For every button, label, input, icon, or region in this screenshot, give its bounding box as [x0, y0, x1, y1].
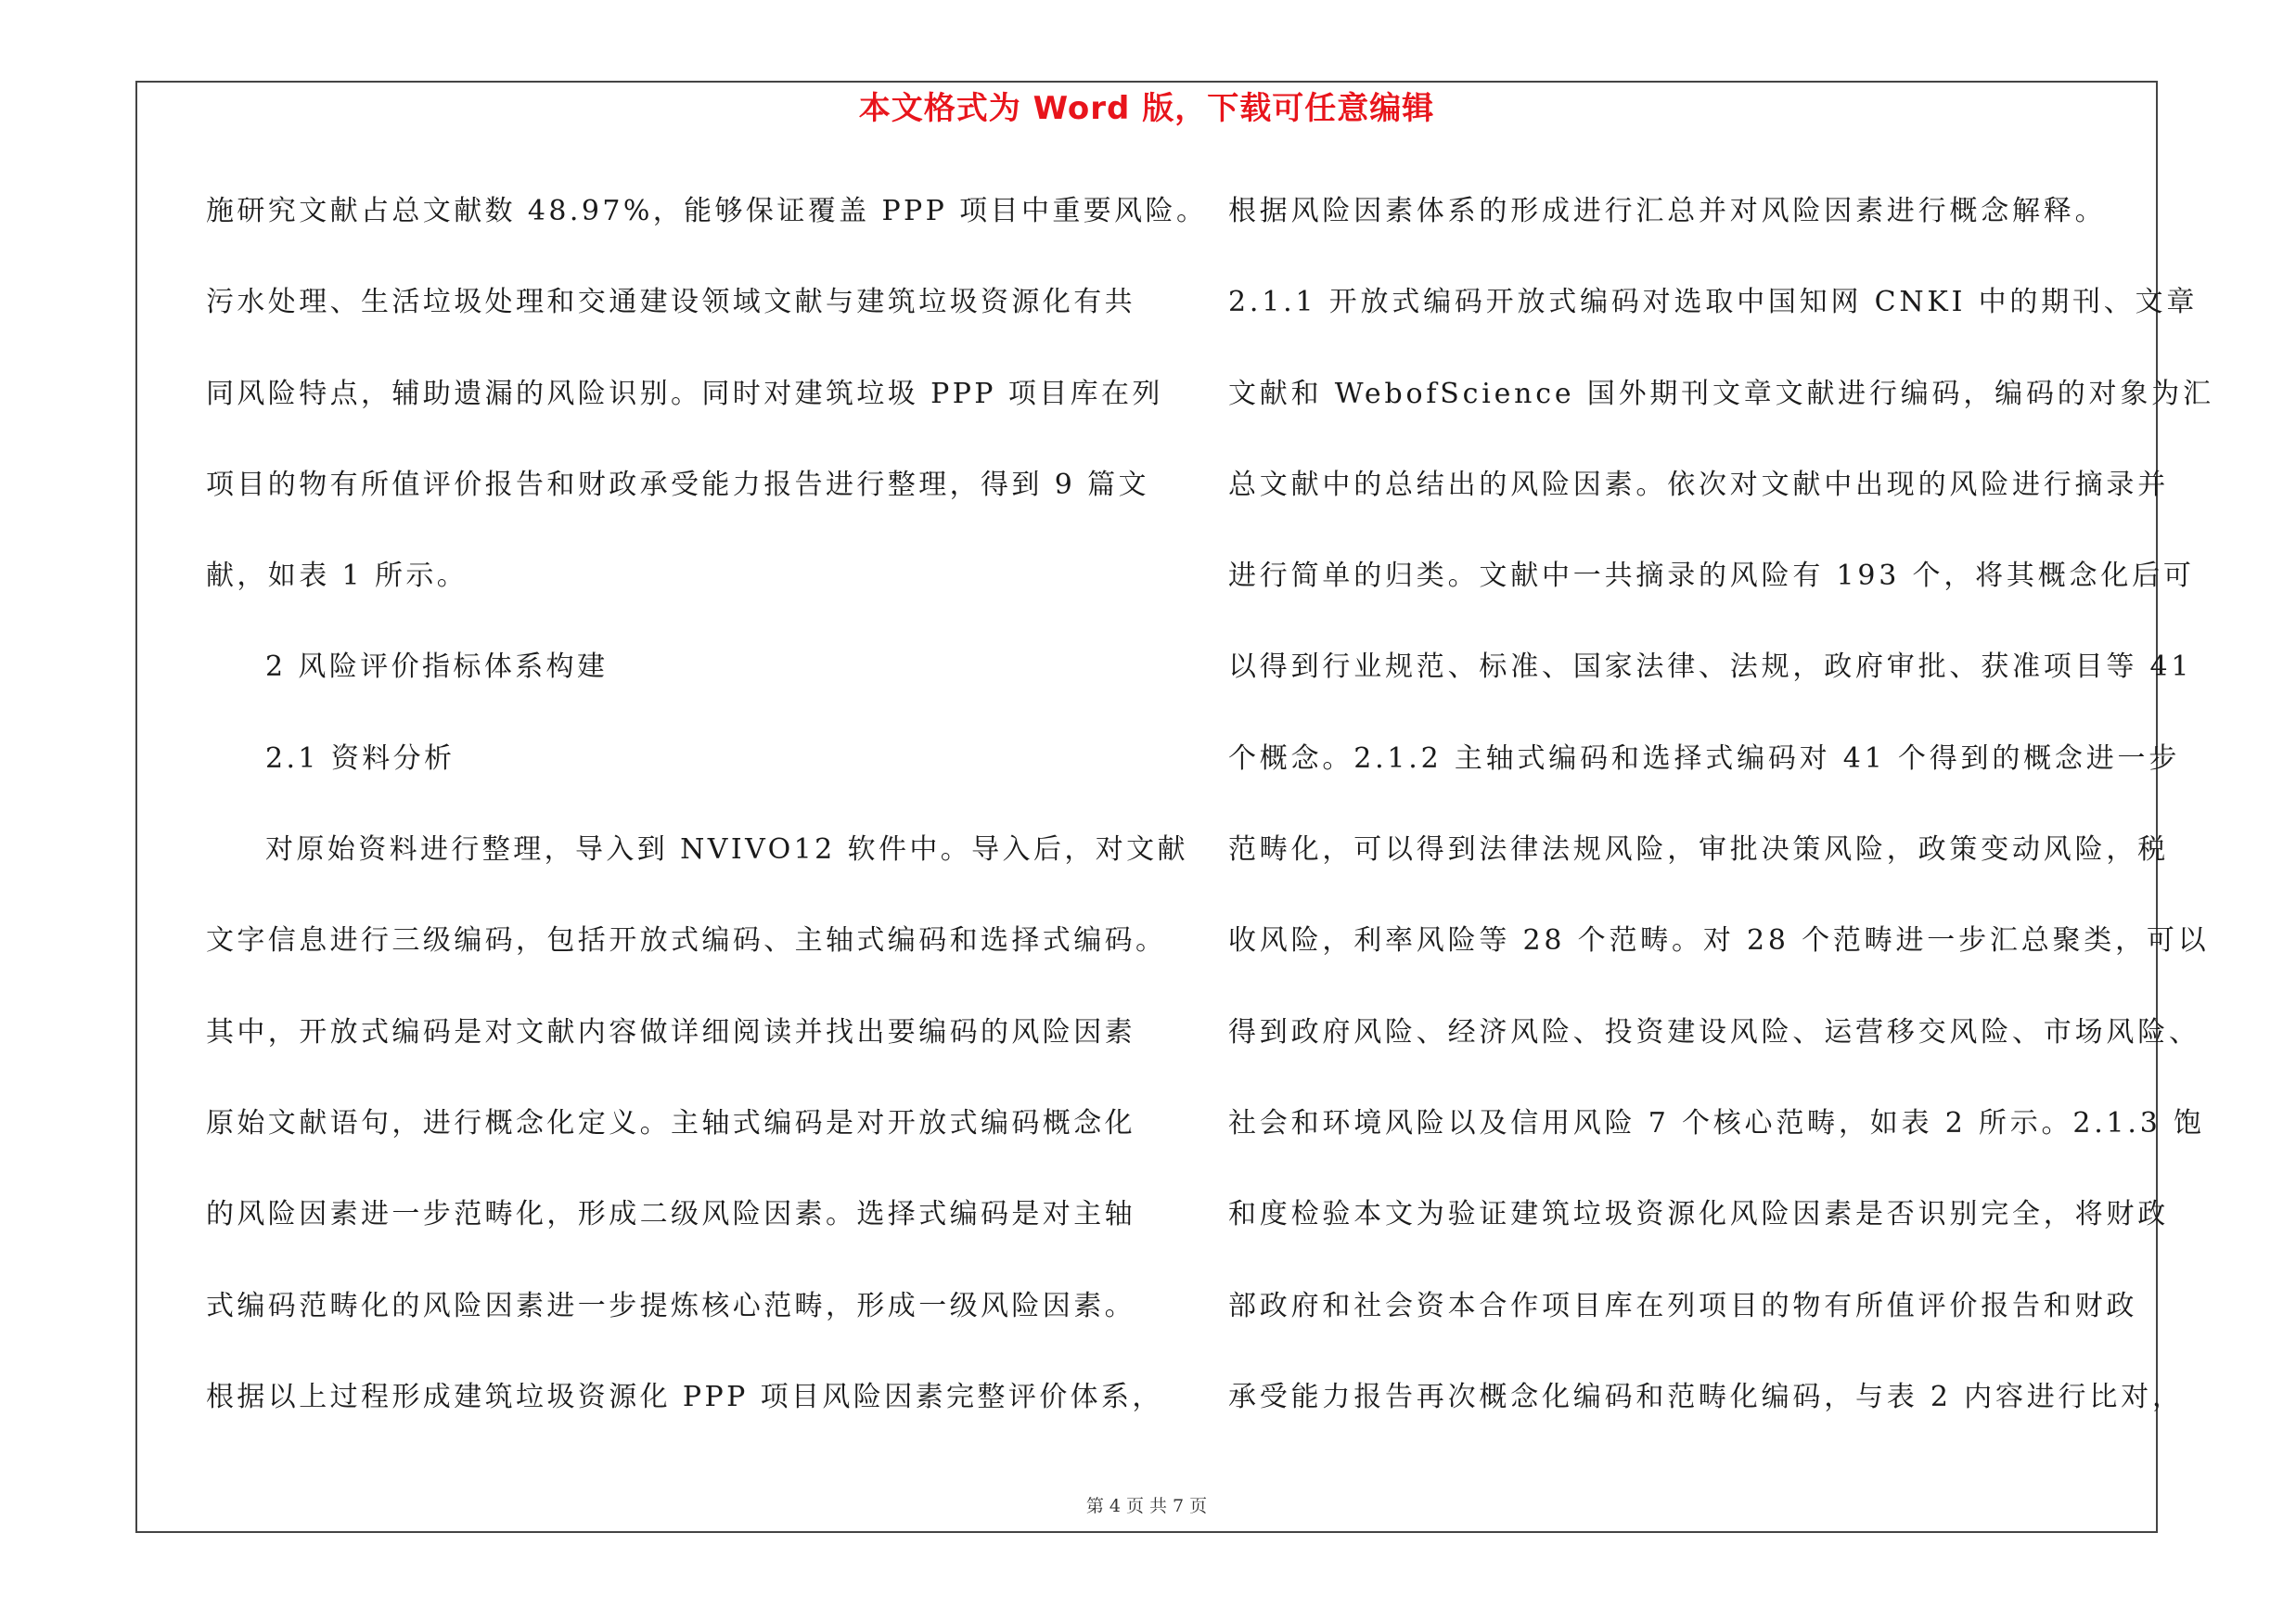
- left-column: [206, 184, 1208, 1461]
- text-line: 总文献中的总结出的风险因素。依次对文献中出现的风险进行摘录并: [1228, 468, 2169, 501]
- text-line: 承受能力报告再次概念化编码和范畴化编码，与表 2 内容进行比对，: [1228, 1380, 2184, 1413]
- text-line: 范畴化，可以得到法律法规风险，审批决策风险，政策变动风险，税: [1228, 833, 2169, 867]
- text-line: 污水处理、生活垃圾处理和交通建设领域文献与建筑垃圾资源化有共: [206, 286, 1135, 319]
- text-line: 原始文献语句，进行概念化定义。主轴式编码是对开放式编码概念化: [206, 1106, 1135, 1140]
- text-line: 部政府和社会资本合作项目库在列项目的物有所值评价报告和财政: [1228, 1289, 2138, 1322]
- text-line: 得到政府风险、经济风险、投资建设风险、运营移交风险、市场风险、: [1228, 1015, 2200, 1049]
- text-line: 以得到行业规范、标准、国家法律、法规，政府审批、获准项目等 41: [1228, 650, 2193, 684]
- text-line: 施研究文献占总文献数 48.97%，能够保证覆盖 PPP 项目中重要风险。: [206, 195, 1208, 227]
- text-line: 的风险因素进一步范畴化，形成二级风险因素。选择式编码是对主轴: [206, 1198, 1135, 1231]
- page-number-footer: 第 4 页 共 7 页: [1085, 1496, 1208, 1516]
- right-column: [1228, 184, 2214, 1461]
- text-line: 对原始资料进行整理，导入到 NVIVO12 软件中。导入后，对文献: [265, 833, 1188, 867]
- text-line: 根据以上过程形成建筑垃圾资源化 PPP 项目风险因素完整评价体系，: [206, 1380, 1163, 1413]
- format-banner: 本文格式为 Word 版，下载可任意编辑: [858, 90, 1435, 127]
- text-line: 根据风险因素体系的形成进行汇总并对风险因素进行概念解释。: [1228, 195, 2107, 227]
- text-line: 2.1.1 开放式编码开放式编码对选取中国知网 CNKI 中的期刊、文章: [1228, 286, 2199, 319]
- text-line: 社会和环境风险以及信用风险 7 个核心范畴，如表 2 所示。2.1.3 饱: [1228, 1106, 2205, 1140]
- text-line: 式编码范畴化的风险因素进一步提炼核心范畴，形成一级风险因素。: [206, 1289, 1135, 1322]
- text-line: 项目的物有所值评价报告和财政承受能力报告进行整理，得到 9 篇文: [206, 468, 1149, 501]
- text-line: 和度检验本文为验证建筑垃圾资源化风险因素是否识别完全，将财政: [1228, 1198, 2169, 1231]
- text-line: 2.1 资料分析: [265, 741, 455, 775]
- text-line: 其中，开放式编码是对文献内容做详细阅读并找出要编码的风险因素: [206, 1015, 1135, 1049]
- text-line: 收风险，利率风险等 28 个范畴。对 28 个范畴进一步汇总聚类，可以: [1228, 924, 2210, 958]
- text-line: 2 风险评价指标体系构建: [265, 650, 609, 684]
- text-line: 个概念。2.1.2 主轴式编码和选择式编码对 41 个得到的概念进一步: [1228, 741, 2181, 775]
- text-line: 进行简单的归类。文献中一共摘录的风险有 193 个，将其概念化后可: [1228, 560, 2195, 593]
- text-line: 文献和 WebofScience 国外期刊文章文献进行编码，编码的对象为汇: [1228, 377, 2214, 410]
- text-line: 同风险特点，辅助遗漏的风险识别。同时对建筑垃圾 PPP 项目库在列: [206, 377, 1163, 410]
- text-line: 文字信息进行三级编码，包括开放式编码、主轴式编码和选择式编码。: [206, 924, 1167, 958]
- text-line: 献，如表 1 所示。: [206, 560, 468, 593]
